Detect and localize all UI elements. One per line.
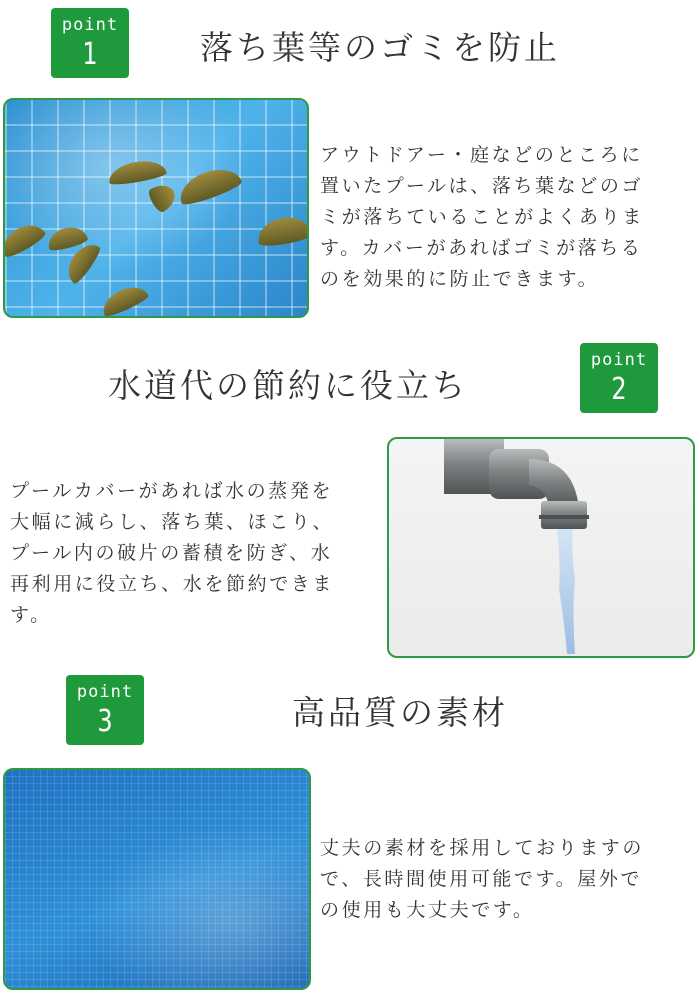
section-heading-2: 水道代の節約に役立ち <box>108 366 468 405</box>
text-line: アウトドアー・庭などのところに <box>320 144 643 166</box>
leaf-icon <box>3 218 47 260</box>
text-line: で、長時間使用可能です。屋外で <box>320 868 643 890</box>
section-2-text <box>10 476 334 631</box>
text-line: す。カバーがあればゴミが落ちる <box>320 237 643 259</box>
badge-number: 3 <box>97 704 113 739</box>
point-badge-1 <box>51 8 129 78</box>
leaf-icon <box>174 162 243 208</box>
section-1-text <box>320 140 644 295</box>
pool-leaves-photo <box>3 98 309 318</box>
badge-word: point <box>76 682 134 702</box>
badge-word: point <box>590 350 648 370</box>
section-heading-3: 高品質の素材 <box>292 693 508 732</box>
leaf-icon <box>107 157 168 187</box>
faucet-photo <box>387 437 695 658</box>
text-line: ミが落ちていることがよくありま <box>320 206 644 228</box>
blue-tarp-photo <box>3 768 311 990</box>
leaf-icon <box>98 281 150 318</box>
section-3-text <box>320 833 644 926</box>
faucet-icon <box>389 439 695 658</box>
text-line: プール内の破片の蓄積を防ぎ、水 <box>10 542 333 564</box>
leaf-icon <box>255 214 309 249</box>
text-line: 再利用に役立ち、水を節約できま <box>10 573 335 595</box>
badge-number: 2 <box>611 372 627 407</box>
section-heading-1: 落ち葉等のゴミを防止 <box>200 28 560 67</box>
leaf-icon <box>146 180 180 215</box>
text-line: す。 <box>10 604 52 626</box>
text-line: のを効果的に防止できます。 <box>320 268 600 290</box>
text-line: 丈夫の素材を採用しておりますの <box>320 837 645 859</box>
text-line: プールカバーがあれば水の蒸発を <box>10 480 334 502</box>
text-line: 置いたプールは、落ち葉などのゴ <box>320 175 644 197</box>
point-badge-2 <box>580 343 658 413</box>
badge-word: point <box>61 15 119 35</box>
text-line: 大幅に減らし、落ち葉、ほこり、 <box>10 511 335 533</box>
text-line: の使用も大丈夫です。 <box>320 899 535 921</box>
point-badge-3 <box>66 675 144 745</box>
badge-number: 1 <box>82 37 98 72</box>
